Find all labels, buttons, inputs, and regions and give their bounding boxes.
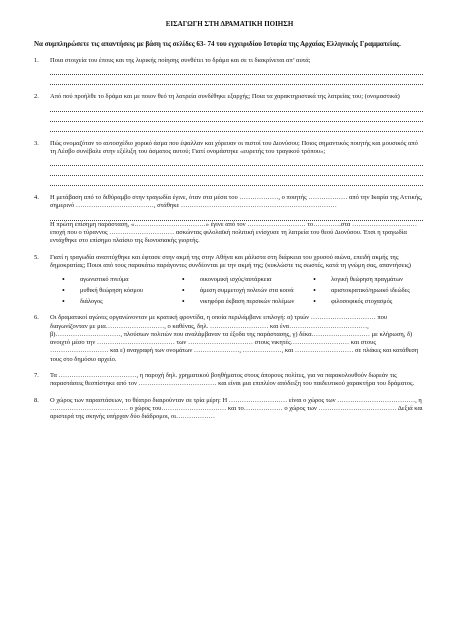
question-4: [34, 194, 425, 245]
options-grid: [50, 276, 425, 306]
answer-line[interactable]: [50, 65, 423, 75]
question-text: Από πού προήλθε το δράμα και με ποιον θεό τη λατρεία συνδέθηκε εξαρχής; Ποια τα χαρακτηριστικά της λατρείας του; (ονομαστικά): [50, 93, 400, 101]
option-item[interactable]: • αγωνιστικό πνεύμα: [60, 276, 174, 284]
answer-line[interactable]: [50, 102, 423, 112]
option-item[interactable]: • αριστοκρατικό/ηρωικό ιδεώδες: [311, 287, 425, 295]
option-item[interactable]: • μυθική θεώρηση κόσμου: [60, 287, 174, 295]
instructions: Να συμπληρώσετε τις απαντήσεις με βάση τις σελίδες 63- 74 του εγχειριδίου Ιστορία της Αρχαίας Ελληνικής Γραμματείας.: [34, 40, 401, 48]
question-text: Γιατί η τραγωδία αναπτύχθηκε και έφτασε στην ακμή της στην Αθήνα και μάλιστα στη διάρκεια του χρυσού αιώνα, επειδή ακμής της δημοκρατίας; Ποιοι από τους παρακάτω παράγοντες συνδέονται με την ακμή της; (κυκλώστε τις σωστές, κατά τη γνώμη σας, απαντήσεις): [50, 253, 411, 269]
question-number: 2.: [34, 93, 39, 101]
answer-line[interactable]: [50, 75, 423, 85]
option-item[interactable]: • άμεση συμμετοχή πολιτών στα κοινά: [180, 287, 305, 295]
question-text: Οι δραματικοί αγώνες οργανώνονταν με κρατική φροντίδα, η οποία περιλάμβανε επιλογή: α) τριών ………………………… που διαγωνίζονταν με μια………………………, ο καθένας, δηλ. ……………………… και ένα………………………………, β)…………………………, πλούσιων πολιτών που αναλάμβαναν τα έξοδα της παράστασης, γ) δέκα……………………… με κλήρωση, δ) ανοιχτό μέσο την ……………………………… των ………………………… στους νικητές……………………… και στους ……………………… και ε) αναγραφή των ονομάτων …………………, ………………, και ……………………… σε πλάκες και κατάθεση τους στο δημόσιο αρχείο.: [50, 314, 419, 363]
question-number: 4.: [34, 194, 39, 202]
answer-line[interactable]: [50, 122, 423, 132]
question-2: [34, 93, 425, 131]
question-text: Τα ………………………………, η παροχή δηλ. χρηματικού βοηθήματος στους άπορους πολίτες, για να παρακολουθούν δωρεάν τις παραστάσεις θεσπίστηκε από τον ……………………………… και είναι μια επιπλέον απόδειξη του παιδευτικού χαρακτήρα του δράματος.: [50, 372, 415, 388]
answer-line[interactable]: [50, 211, 423, 221]
answer-line[interactable]: [50, 156, 423, 166]
option-item[interactable]: • οικονομική ισχύς/αυτάρκεια: [180, 276, 305, 284]
question-8: [34, 397, 425, 422]
question-text: Ποια στοιχεία του έπους και της λυρικής ποίησης συνθέτει το δράμα και σε τι διακρίνεται απ’ αυτά;: [50, 57, 311, 64]
question-number: 1.: [34, 57, 39, 64]
answer-line[interactable]: [50, 166, 423, 176]
question-text: Η μετάβαση από το διθύραμβο στην τραγωδία έγινε, όταν στα μέσα του ………………, ο ποιητής ……………… από την Ικαρία της Αττικής, σημερινό ………………………………, στάθηκε ………………………………………………………………: [50, 194, 423, 210]
option-item[interactable]: • λογική θεώρηση πραγμάτων: [311, 276, 425, 284]
question-6: [34, 314, 425, 364]
question-number: 8.: [34, 396, 39, 404]
option-item[interactable]: • διάλογος: [60, 298, 174, 306]
option-item[interactable]: • νικηφόρα έκβαση περσικών πολέμων: [180, 298, 305, 306]
question-3: [34, 140, 425, 187]
answer-line[interactable]: [50, 176, 423, 186]
answer-line[interactable]: [50, 112, 423, 122]
question-number: 5.: [34, 253, 39, 261]
question-text-continued: Η πρώτη επίσημη παράσταση, «……………………………» έγινε από τον ……………………… το………….στα ………………………… εποχή που ο τύραννος ………………………… ασκώντας φιλολαϊκή πολιτική ενίσχυσε τη λατρεία του θεού Διονύσου. Έτσι η τραγωδία εντάχθηκε στο επίσημο πλαίσιο της διονυσιακής γιορτής.: [50, 220, 417, 245]
question-number: 6.: [34, 314, 39, 322]
question-number: 7.: [34, 372, 39, 380]
question-5: [34, 254, 425, 307]
question-list: [34, 57, 425, 422]
option-item[interactable]: • φιλοσοφικός στοχασμός: [311, 298, 425, 306]
question-number: 3.: [34, 139, 39, 147]
question-text: Ο χώρος των παραστάσεων, το θέατρο διαιρούνταν σε τρία μέρη: Η ……………………… είναι ο χώρος των ………………………………, η ……………………………… ο χώρος του………………………… και το……………… ο χώρος των ……………………………… Δεξιά και αριστερά της σκηνής υπήρχαν δύο διάδρομοι, οι………………: [50, 396, 423, 421]
page-title: ΕΙΣΑΓΩΓΗ ΣΤΗ ΔΡΑΜΑΤΙΚΗ ΠΟΙΗΣΗ: [165, 20, 294, 28]
question-text: Πώς ονομαζόταν το αυτοσχέδιο χορικό άσμα που έψαλλαν και χόρευαν οι πιστοί του Διονύσου; Ποιος σημαντικός ποιητής και μουσικός από τη Λέσβο συνέβαλε στην εξέλιξη του άσματος αυτού; Γιατί ονομάστηκε «ευρετής του τραγικού τρόπου»;: [50, 139, 418, 155]
question-1: [34, 57, 425, 85]
question-7: [34, 372, 425, 389]
